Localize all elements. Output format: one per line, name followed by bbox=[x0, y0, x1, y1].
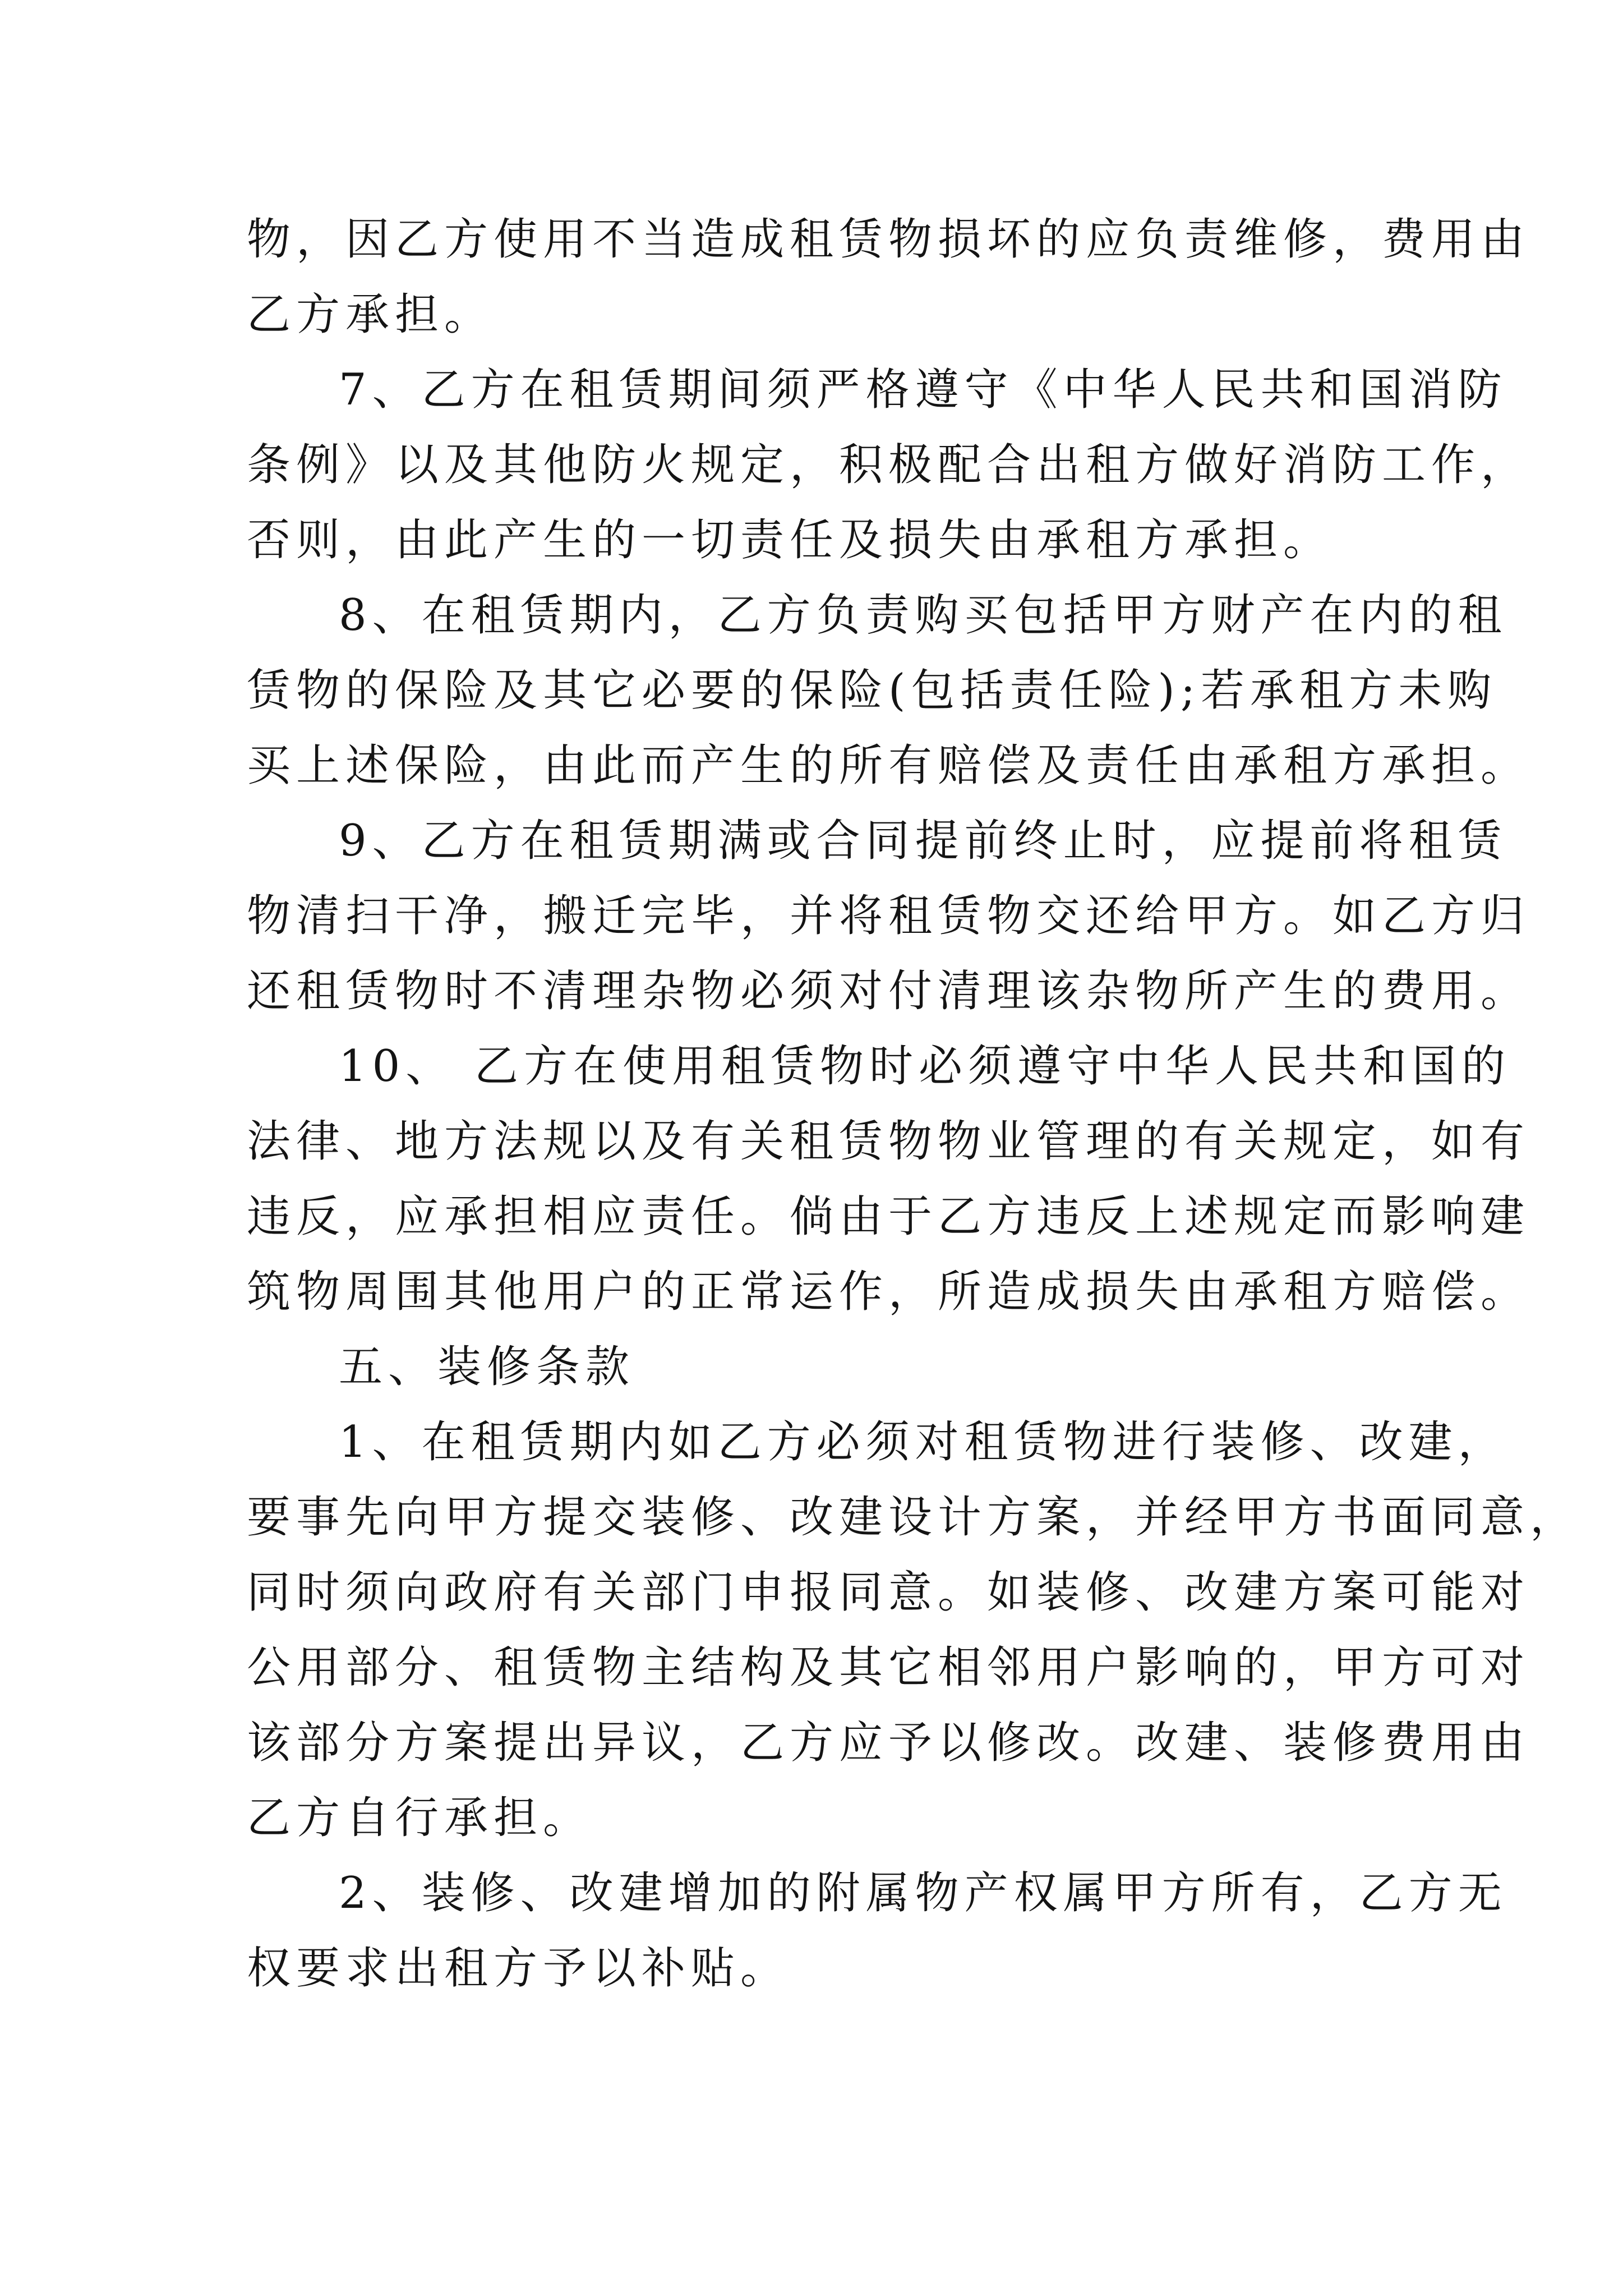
text-line: 赁物的保险及其它必要的保险(包括责任险);若承租方未购 bbox=[247, 665, 1497, 716]
text-line: 2、装修、改建增加的附属物产权属甲方所有，乙方无 bbox=[339, 1868, 1507, 1918]
text-line: 10、 乙方在使用租赁物时必须遵守中华人民共和国的 bbox=[339, 1041, 1511, 1092]
text-line: 权要求出租方予以补贴。 bbox=[247, 1943, 790, 1994]
text-line: 否则，由此产生的一切责任及损失由承租方承担。 bbox=[247, 515, 1333, 565]
text-line: 筑物周围其他用户的正常运作，所造成损失由承租方赔偿。 bbox=[247, 1267, 1530, 1317]
text-line: 买上述保险，由此而产生的所有赔偿及责任由承租方承担。 bbox=[247, 740, 1530, 791]
text-line: 物清扫干净，搬迁完毕，并将租赁物交还给甲方。如乙方归 bbox=[247, 891, 1530, 941]
text-line: 物，因乙方使用不当造成租赁物损坏的应负责维修，费用由 bbox=[247, 214, 1530, 265]
text-line: 乙方自行承担。 bbox=[247, 1793, 593, 1843]
text-line: 条例》以及其他防火规定，积极配合出租方做好消防工作， bbox=[247, 440, 1530, 490]
text-line: 公用部分、租赁物主结构及其它相邻用户影响的，甲方可对 bbox=[247, 1642, 1530, 1693]
section-heading: 五、装修条款 bbox=[339, 1342, 635, 1392]
text-line: 还租赁物时不清理杂物必须对付清理该杂物所产生的费用。 bbox=[247, 966, 1530, 1016]
text-line: 乙方承担。 bbox=[247, 289, 494, 340]
text-line: 要事先向甲方提交装修、改建设计方案，并经甲方书面同意， bbox=[247, 1492, 1580, 1543]
text-line: 7、乙方在租赁期间须严格遵守《中华人民共和国消防 bbox=[339, 365, 1507, 415]
text-line: 法律、地方法规以及有关租赁物物业管理的有关规定，如有 bbox=[247, 1116, 1530, 1167]
text-line: 9、乙方在租赁期满或合同提前终止时，应提前将租赁 bbox=[339, 816, 1507, 866]
text-line: 同时须向政府有关部门申报同意。如装修、改建方案可能对 bbox=[247, 1567, 1530, 1618]
text-line: 该部分方案提出异议，乙方应予以修改。改建、装修费用由 bbox=[247, 1718, 1530, 1768]
text-line: 8、在租赁期内，乙方负责购买包括甲方财产在内的租 bbox=[339, 590, 1507, 641]
text-line: 违反，应承担相应责任。倘由于乙方违反上述规定而影响建 bbox=[247, 1191, 1530, 1242]
document-body bbox=[247, 202, 1580, 2006]
text-line: 1、在租赁期内如乙方必须对租赁物进行装修、改建， bbox=[339, 1417, 1507, 1467]
